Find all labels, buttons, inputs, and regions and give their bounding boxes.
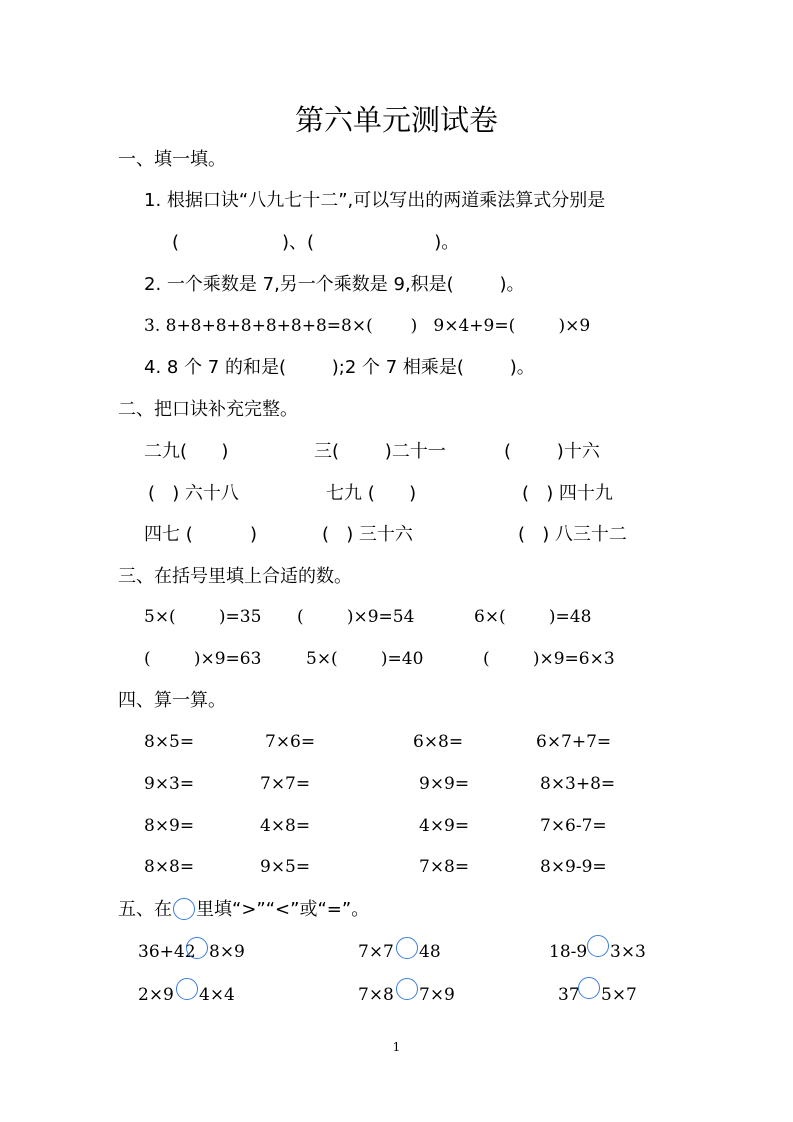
section-5-heading-post: 里填“>”“<”或“=”。	[196, 899, 370, 920]
calc-item: 8×5=	[144, 732, 195, 752]
section-1-heading: 一、填一填。	[118, 149, 226, 170]
fill-item: ( )×9=63	[144, 649, 262, 669]
calc-item: 8×8=	[144, 857, 195, 877]
calc-item: 6×8=	[413, 732, 464, 752]
compare-right: 8×9	[209, 942, 245, 962]
calc-item: 7×8=	[419, 857, 470, 877]
compare-right: 7×9	[419, 985, 455, 1005]
fill-item: ( )×9=54	[297, 607, 415, 627]
calc-item: 4×8=	[260, 816, 311, 836]
compare-left: 37	[558, 985, 580, 1005]
calc-item: 8×3+8=	[540, 774, 616, 794]
koujue-item: 三( )二十一	[314, 441, 446, 462]
question-1-line-1: 1. 根据口诀“八九七十二”,可以写出的两道乘法算式分别是	[144, 190, 606, 211]
koujue-item: ( )十六	[504, 441, 600, 462]
compare-circle[interactable]	[587, 935, 609, 957]
question-4: 4. 8 个 7 的和是( );2 个 7 相乘是( )。	[144, 357, 535, 378]
section-5-heading	[118, 897, 369, 923]
calc-item: 9×9=	[419, 774, 470, 794]
fill-item: 6×( )=48	[474, 607, 592, 627]
koujue-item: ( ) 八三十二	[518, 524, 627, 545]
compare-left: 7×8	[358, 985, 394, 1005]
calc-item: 7×6=	[265, 732, 316, 752]
compare-circle-icon	[173, 898, 195, 920]
section-5-heading-pre: 五、在	[118, 899, 172, 920]
koujue-item: 二九( )	[144, 441, 229, 462]
compare-circle[interactable]	[176, 978, 198, 1000]
fill-item: ( )×9=6×3	[483, 649, 615, 669]
calc-item: 7×6-7=	[540, 816, 607, 836]
section-2-heading: 二、把口诀补充完整。	[118, 399, 298, 420]
fill-item: 5×( )=40	[306, 649, 424, 669]
compare-left: 7×7	[358, 942, 394, 962]
koujue-item: 七九 ( )	[326, 483, 417, 504]
compare-left: 2×9	[138, 985, 174, 1005]
question-1-line-2: ( )、( )。	[172, 232, 460, 253]
compare-left: 18-9	[549, 942, 588, 962]
compare-right: 48	[419, 942, 441, 962]
question-3: 3. 8+8+8+8+8+8+8=8×( ) 9×4+9=( )×9	[144, 316, 591, 336]
compare-circle[interactable]	[396, 978, 418, 1000]
section-3-heading: 三、在括号里填上合适的数。	[118, 566, 352, 587]
fill-item: 5×( )=35	[144, 607, 262, 627]
koujue-item: ( ) 六十八	[148, 483, 239, 504]
koujue-item: ( ) 三十六	[322, 524, 413, 545]
calc-item: 8×9-9=	[540, 857, 607, 877]
compare-circle[interactable]	[396, 937, 418, 959]
calc-item: 8×9=	[144, 816, 195, 836]
compare-left: 36+42	[138, 942, 196, 962]
question-2: 2. 一个乘数是 7,另一个乘数是 9,积是( )。	[144, 274, 525, 295]
compare-circle[interactable]	[186, 937, 208, 959]
compare-right: 4×4	[199, 985, 235, 1005]
calc-item: 9×5=	[260, 857, 311, 877]
compare-circle[interactable]	[578, 977, 600, 999]
compare-right: 3×3	[610, 942, 646, 962]
koujue-item: 四七 ( )	[144, 524, 257, 545]
calc-item: 6×7+7=	[536, 732, 612, 752]
calc-item: 9×3=	[144, 774, 195, 794]
page-title: 第六单元测试卷	[294, 103, 498, 137]
page-number: 1	[392, 1040, 401, 1054]
calc-item: 7×7=	[260, 774, 311, 794]
calc-item: 4×9=	[419, 816, 470, 836]
compare-right: 5×7	[601, 985, 637, 1005]
koujue-item: ( ) 四十九	[522, 483, 613, 504]
section-4-heading: 四、算一算。	[118, 690, 226, 711]
